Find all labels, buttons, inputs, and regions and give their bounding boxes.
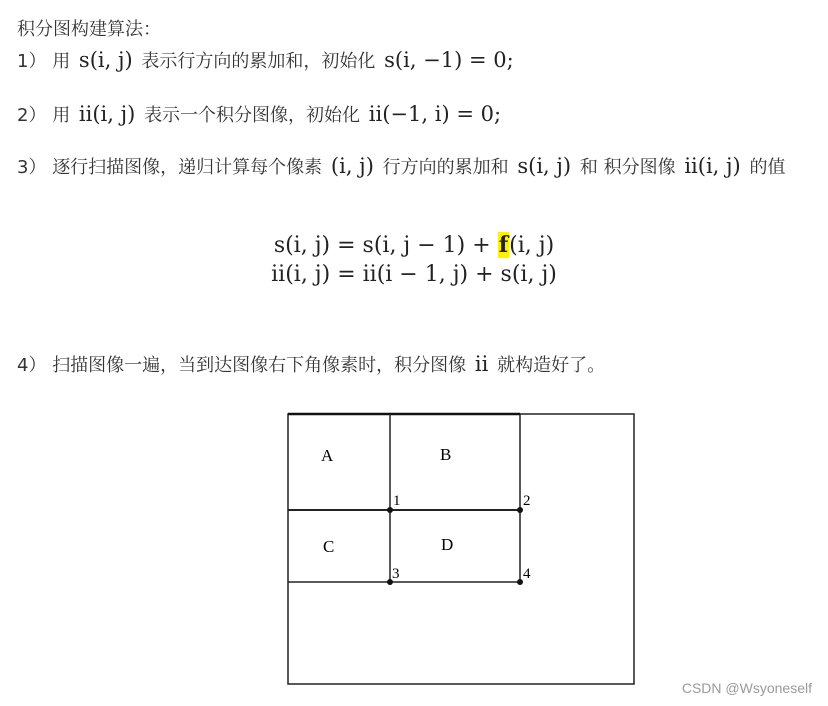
- math-s-ij-2: s(i, j): [517, 154, 572, 178]
- math-ii-init: ii(−1, i) = 0;: [368, 102, 502, 126]
- step-3: 3） 逐行扫描图像，递归计算每个像素 (i, j) 行方向的累加和 s(i, j) 和 积分图像 ii(i, j) 的值: [17, 154, 786, 178]
- watermark: CSDN @Wsyoneself: [681, 680, 812, 696]
- math-ii-ij: ii(i, j): [78, 102, 136, 126]
- point-3-label: 3: [392, 566, 400, 582]
- point-4-label: 4: [523, 566, 531, 582]
- region-b-label: B: [440, 445, 452, 464]
- point-1-label: 1: [393, 493, 401, 509]
- region-d-label: D: [441, 535, 454, 554]
- step-2: 2） 用 ii(i, j) 表示一个积分图像，初始化 ii(−1, i) = 0;: [17, 102, 504, 128]
- heading: 积分图构建算法：: [17, 19, 161, 40]
- step-4: 4） 扫描图像一遍，当到达图像右下角像素时，积分图像 ii 就构造好了。: [17, 352, 606, 376]
- step-1: 1） 用 s(i, j) 表示行方向的累加和，初始化 s(i, −1) = 0;: [17, 48, 517, 74]
- math-ii-ij-2: ii(i, j): [684, 154, 741, 178]
- region-c-label: C: [323, 537, 335, 556]
- equation-1: s(i, j) = s(i, j − 1) + f(i, j): [273, 232, 555, 258]
- integral-image-diagram: [286, 412, 638, 688]
- point-2-label: 2: [523, 493, 531, 509]
- highlighted-f: f: [498, 232, 509, 258]
- math-s-ij: s(i, j): [78, 48, 133, 72]
- equation-2: ii(i, j) = ii(i − 1, j) + s(i, j): [271, 262, 557, 287]
- math-pixel-ij: (i, j): [330, 154, 374, 178]
- math-s-init: s(i, −1) = 0;: [384, 48, 514, 72]
- image-outer-border: [288, 414, 634, 684]
- region-a-label: A: [321, 446, 334, 465]
- math-ii: ii: [474, 352, 489, 376]
